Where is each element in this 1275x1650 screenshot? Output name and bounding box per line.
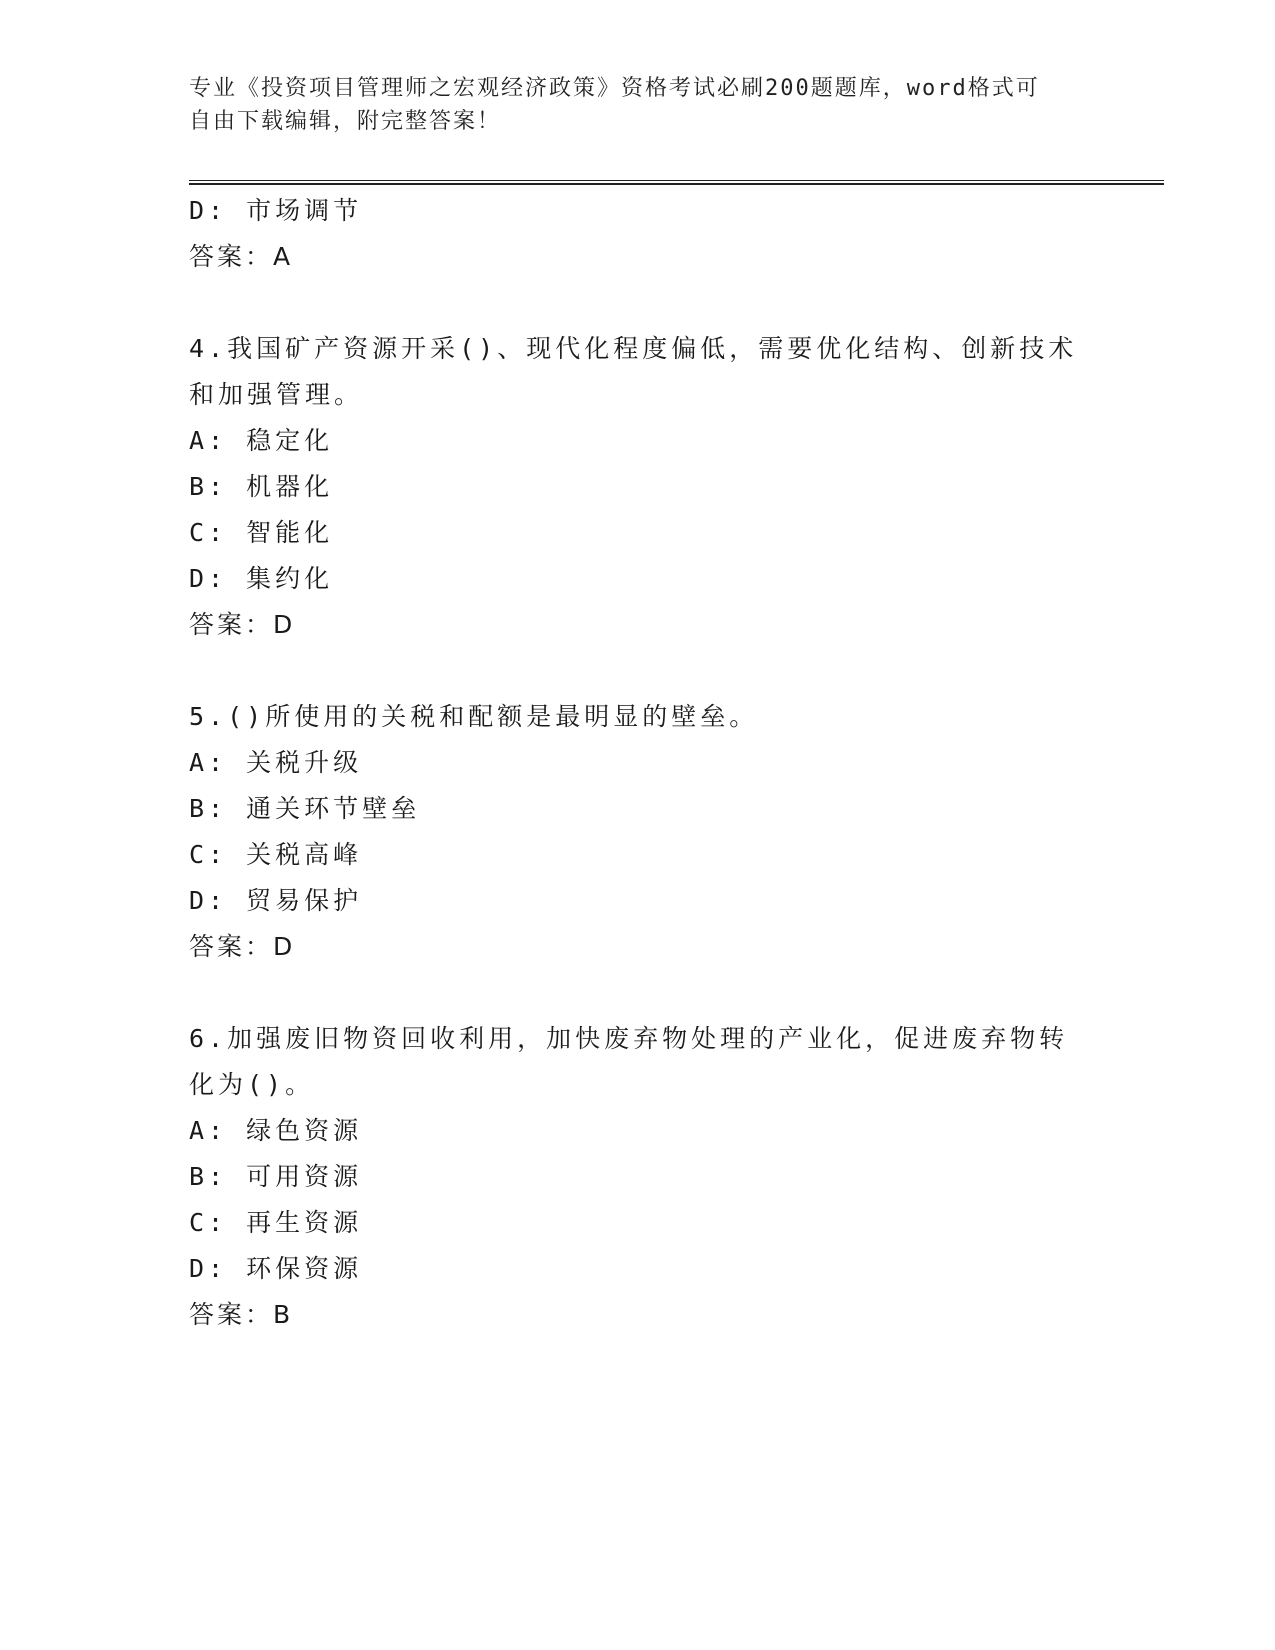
header-line-2: 自由下载编辑，附完整答案！ xyxy=(189,109,502,134)
page-header xyxy=(189,72,1069,138)
option-c: C: 再生资源 xyxy=(189,1208,363,1237)
answer-line: 答案：A xyxy=(189,242,294,271)
header-divider xyxy=(189,180,1164,185)
question-6 xyxy=(189,1016,1089,1338)
question-stem-line-1: 6.加强废旧物资回收利用，加快废弃物处理的产业化，促进废弃物转 xyxy=(189,1024,1069,1053)
header-line-1: 专业《投资项目管理师之宏观经济政策》资格考试必刷200题题库，word格式可 xyxy=(189,76,1040,101)
question-stem-line-2: 化为()。 xyxy=(189,1070,315,1099)
option-d: D: 集约化 xyxy=(189,564,334,593)
question-4 xyxy=(189,326,1089,648)
answer-line: 答案：D xyxy=(189,932,296,961)
option-c: C: 关税高峰 xyxy=(189,840,363,869)
option-a: A: 绿色资源 xyxy=(189,1116,363,1145)
question-stem-line-1: 4.我国矿产资源开采()、现代化程度偏低，需要优化结构、创新技术 xyxy=(189,334,1078,363)
option-d: D: 市场调节 xyxy=(189,196,363,225)
document-body xyxy=(189,188,1089,1338)
question-stem-line-1: 5.()所使用的关税和配额是最明显的壁垒。 xyxy=(189,702,759,731)
option-b: B: 可用资源 xyxy=(189,1162,363,1191)
option-a: A: 稳定化 xyxy=(189,426,334,455)
previous-question-tail xyxy=(189,188,1089,280)
answer-line: 答案：D xyxy=(189,610,296,639)
answer-line: 答案：B xyxy=(189,1300,294,1329)
option-a: A: 关税升级 xyxy=(189,748,363,777)
option-d: D: 贸易保护 xyxy=(189,886,363,915)
question-5 xyxy=(189,694,1089,970)
option-c: C: 智能化 xyxy=(189,518,334,547)
option-b: B: 机器化 xyxy=(189,472,334,501)
option-b: B: 通关环节壁垒 xyxy=(189,794,421,823)
question-stem-line-2: 和加强管理。 xyxy=(189,380,364,409)
option-d: D: 环保资源 xyxy=(189,1254,363,1283)
